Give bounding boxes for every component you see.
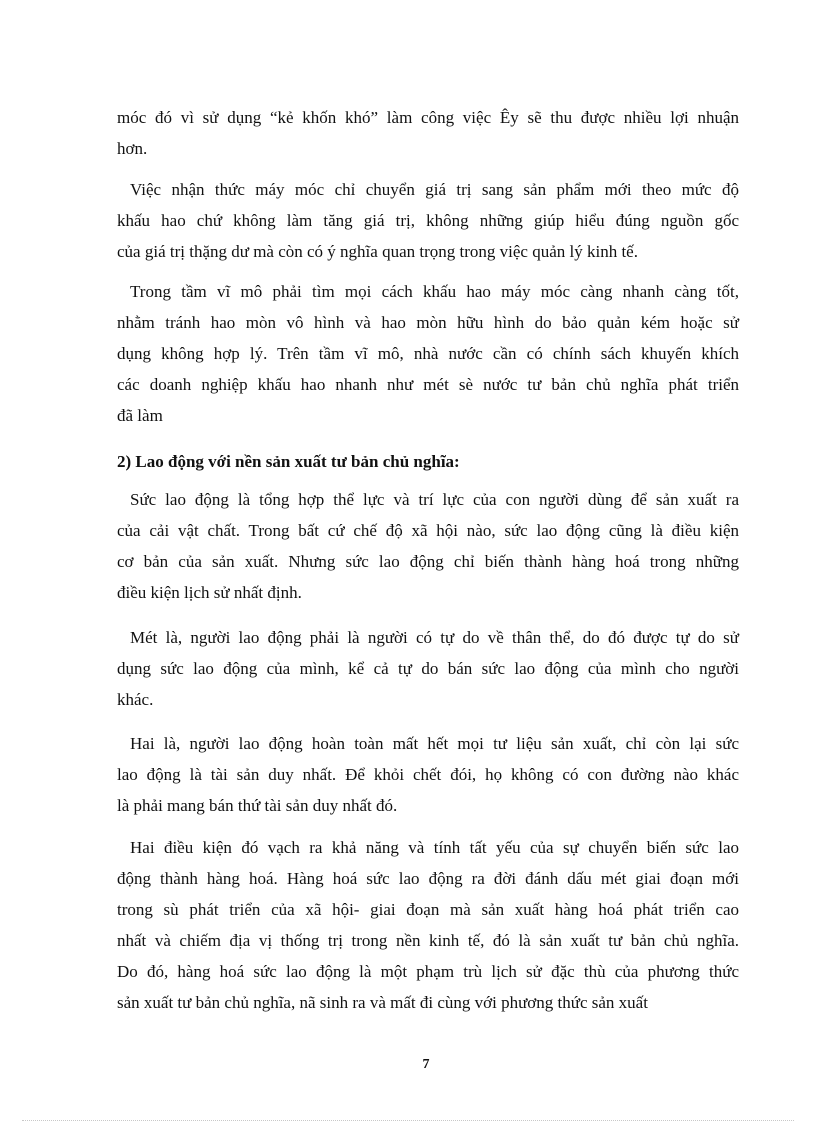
paragraph [117, 102, 739, 164]
text-line: Hai điều kiện đó vạch ra khả năng và tính tất yếu của sự chuyển biến sức lao [130, 838, 739, 857]
text-line: lao động là tài sản duy nhất. Để khỏi chết đói, họ không có con đường nào khác [117, 765, 739, 784]
page-number: 7 [422, 1057, 430, 1072]
text-line: Do đó, hàng hoá sức lao động là một phạm trù lịch sử đặc thù của phương thức [117, 962, 739, 981]
paragraph [117, 622, 739, 715]
paragraph [117, 276, 739, 431]
text-line: điều kiện lịch sử nhất định. [117, 583, 302, 602]
text-line: động thành hàng hoá. Hàng hoá sức lao động ra đời đánh dấu mét giai đoạn mới [117, 869, 739, 888]
text-line: các doanh nghiệp khấu hao nhanh như mét sè nước tư bản chủ nghĩa phát triển [117, 375, 739, 394]
text-line: là phải mang bán thứ tài sản duy nhất đó. [117, 796, 398, 815]
page-bottom-border [22, 1120, 794, 1121]
text-line: khác. [117, 690, 154, 709]
text-line: Việc nhận thức máy móc chỉ chuyển giá trị sang sản phẩm mới theo mức độ [130, 180, 739, 199]
text-line: Hai là, người lao động hoàn toàn mất hết mọi tư liệu sản xuất, chỉ còn lại sức [130, 734, 739, 753]
text-line: Mét là, người lao động phải là người có tự do về thân thể, do đó được tự do sử [130, 628, 739, 647]
text-line: móc đó vì sử dụng “kẻ khốn khó” làm công việc Êy sẽ thu được nhiều lợi nhuận [117, 108, 739, 127]
text-line: của giá trị thặng dư mà còn có ý nghĩa quan trọng trong việc quản lý kinh tế. [117, 242, 638, 261]
text-line: hơn. [117, 139, 148, 158]
text-line: nhất và chiếm địa vị thống trị trong nền kinh tế, đó là sản xuất tư bản chủ nghĩa. [117, 931, 739, 950]
text-line: của cải vật chất. Trong bất cứ chế độ xã hội nào, sức lao động cũng là điều kiện [117, 521, 739, 540]
paragraph [117, 174, 739, 267]
text-line: cơ bản của sản xuất. Nhưng sức lao động chỉ biến thành hàng hoá trong những [117, 552, 739, 571]
text-line: Sức lao động là tổng hợp thể lực và trí lực của con người dùng để sản xuất ra [130, 490, 739, 509]
text-line: 2) Lao động với nền sản xuất tư bản chủ nghĩa: [117, 452, 460, 471]
text-line: trong sù phát triển của xã hội- giai đoạn mà sản xuất hàng hoá phát triển cao [117, 900, 739, 919]
text-line: sản xuất tư bản chủ nghĩa, nã sinh ra và mất đi cùng với phương thức sản xuất [117, 993, 648, 1012]
text-line: nhằm tránh hao mòn vô hình và hao mòn hữu hình do bảo quản kém hoặc sử [117, 313, 739, 332]
text-line: Trong tầm vĩ mô phải tìm mọi cách khấu hao máy móc càng nhanh càng tốt, [130, 282, 739, 301]
paragraph [117, 728, 739, 821]
text-line: dụng sức lao động của mình, kể cả tự do bán sức lao động của mình cho người [117, 659, 739, 678]
text-line: khấu hao chứ không làm tăng giá trị, không những giúp hiểu đúng nguồn gốc [117, 211, 739, 230]
paragraph [117, 484, 739, 608]
paragraph [117, 832, 739, 1018]
text-line: đã làm [117, 406, 163, 425]
text-line: dụng không hợp lý. Trên tầm vĩ mô, nhà nước cần có chính sách khuyến khích [117, 344, 739, 363]
section-heading [117, 446, 739, 477]
